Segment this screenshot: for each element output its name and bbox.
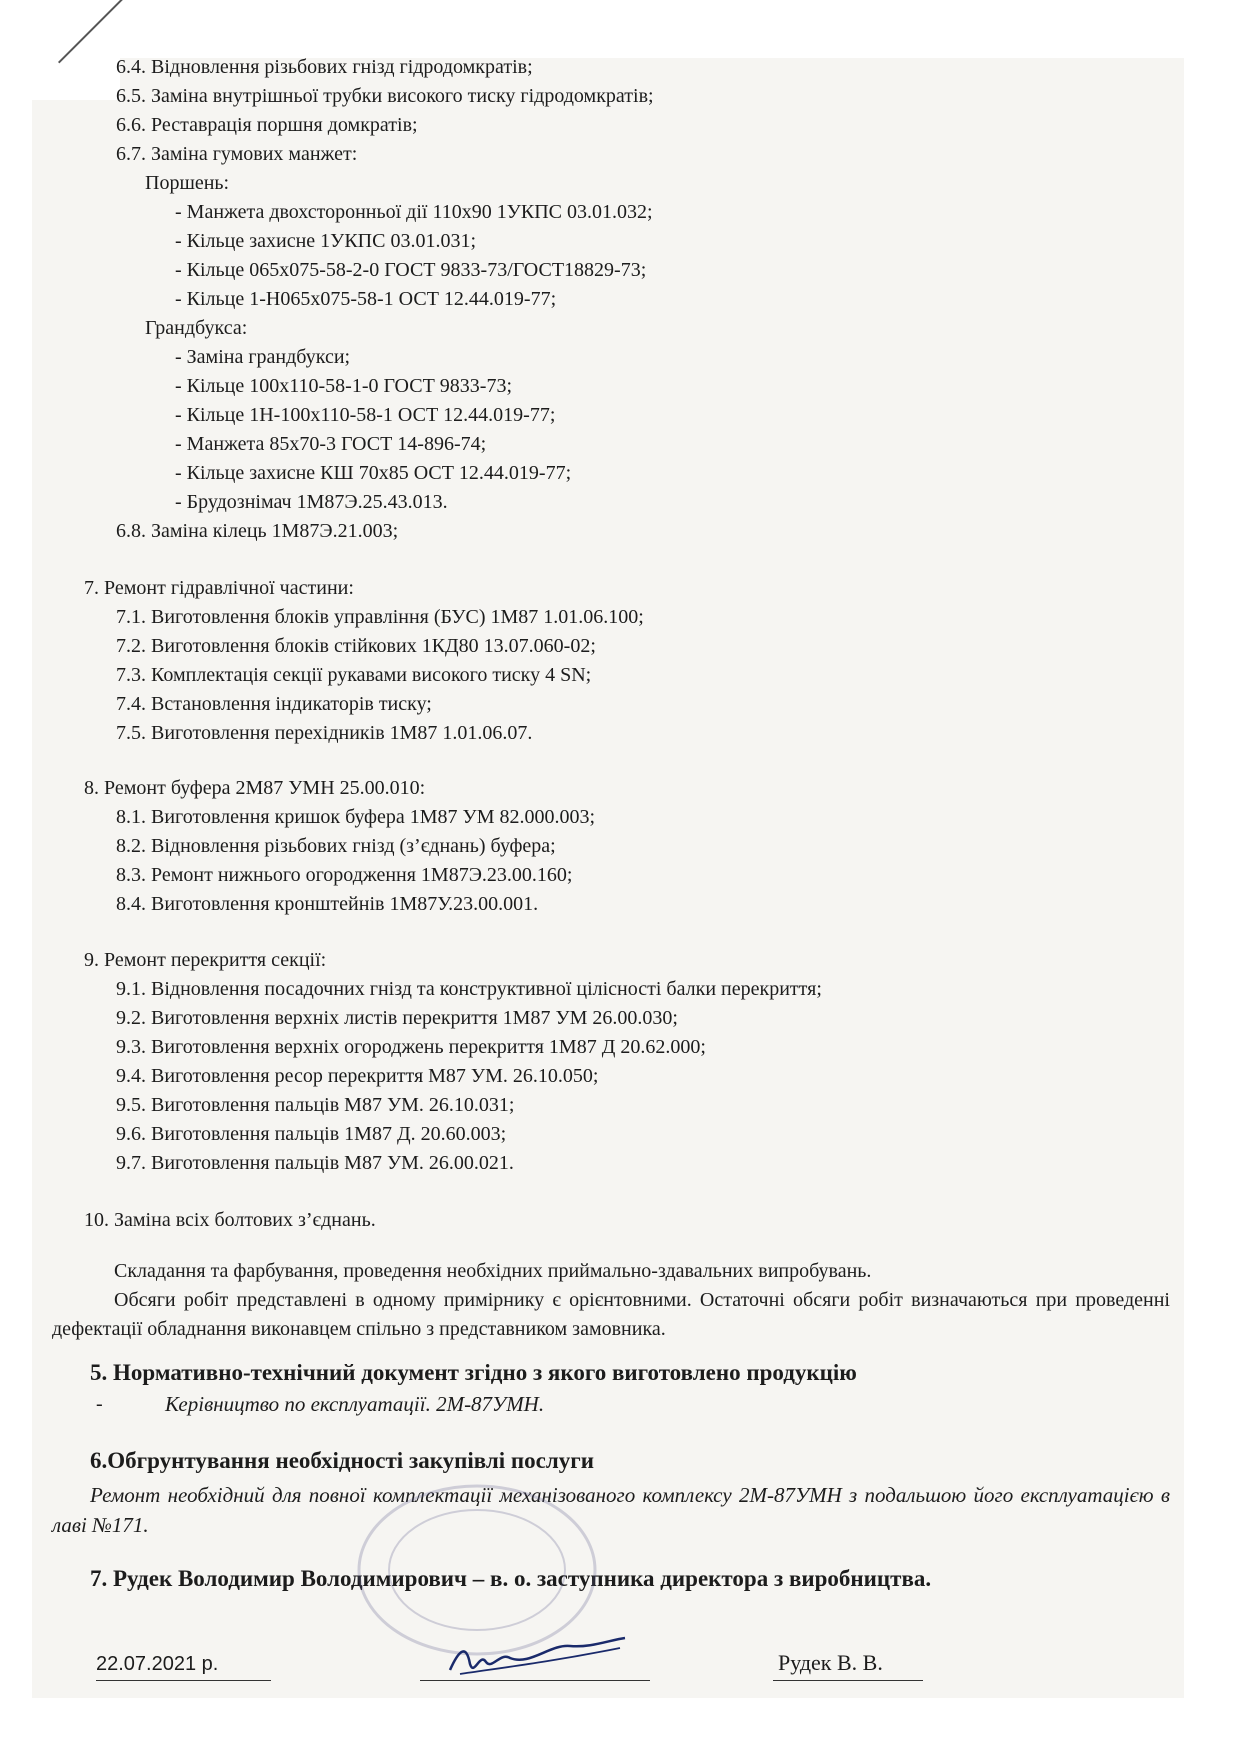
handwritten-signature xyxy=(440,1622,630,1682)
list-item: - Кільце захисне 1УКПС 03.01.031; xyxy=(175,230,477,252)
date-line xyxy=(96,1680,271,1681)
list-item: 9.3. Виготовлення верхніх огороджень перекриття 1М87 Д 20.62.000; xyxy=(116,1036,706,1058)
signer-name: Рудек В. В. xyxy=(778,1650,883,1675)
list-item: 9.2. Виготовлення верхніх листів перекриття 1М87 УМ 26.00.030; xyxy=(116,1007,678,1029)
list-item: - Кільце 1-Н065х075-58-1 ОСТ 12.44.019-77; xyxy=(175,288,557,310)
list-item: 7.2. Виготовлення блоків стійкових 1КД80 13.07.060-02; xyxy=(116,635,596,657)
list-item: 9.6. Виготовлення пальців 1М87 Д. 20.60.003; xyxy=(116,1123,507,1145)
list-item: 6.7. Заміна гумових манжет: xyxy=(116,143,358,165)
list-item: 9.7. Виготовлення пальців М87 УМ. 26.00.021. xyxy=(116,1152,514,1174)
list-item: 7.5. Виготовлення перехідників 1М87 1.01.06.07. xyxy=(116,722,533,744)
page-corner xyxy=(0,0,120,100)
list-item: - Манжета двохсторонньої дії 110х90 1УКПС 03.01.032; xyxy=(175,201,653,223)
list-item: Грандбукса: xyxy=(145,317,248,339)
list-item: 6.4. Відновлення різьбових гнізд гідродомкратів; xyxy=(116,56,533,78)
section-6-body: Ремонт необхідний для повної комплектації механізованого комплексу 2М-87УМН з подальшою його експлуатацією в лаві №171. xyxy=(52,1483,1170,1537)
assembly-paragraph: Складання та фарбування, проведення необхідних приймально-здавальних випробувань. xyxy=(114,1260,872,1282)
section-5-title: 5. Нормативно-технічний документ згідно з якого виготовлено продукцію xyxy=(90,1360,857,1385)
section-5-body: Керівництво по експлуатації. 2М-87УМН. xyxy=(165,1392,545,1416)
list-item: 9.1. Відновлення посадочних гнізд та конструктивної цілісності балки перекриття; xyxy=(116,978,822,1000)
section-5-dash: - xyxy=(96,1393,103,1415)
list-item: 6.6. Реставрація поршня домкратів; xyxy=(116,114,418,136)
list-item: 7.1. Виготовлення блоків управління (БУС) 1М87 1.01.06.100; xyxy=(116,606,644,628)
list-item: Поршень: xyxy=(145,172,230,194)
volumes-paragraph: Обсяги робіт представлені в одному примірнику є орієнтовними. Остаточні обсяги робіт визначаються при проведенні дефектації обладнання виконавцем спільно з представником замовника. xyxy=(52,1289,1170,1340)
list-item: 7.3. Комплектація секції рукавами високого тиску 4 SN; xyxy=(116,664,592,686)
list-item: 7.4. Встановлення індикаторів тиску; xyxy=(116,693,432,715)
signature-line xyxy=(420,1680,650,1681)
list-item: 6.8. Заміна кілець 1М87Э.21.003; xyxy=(116,520,399,542)
signature-date: 22.07.2021 р. xyxy=(96,1653,219,1675)
section-6-title: 6.Обгрунтування необхідності закупівлі послуги xyxy=(90,1448,594,1473)
list-item: 8.4. Виготовлення кронштейнів 1М87У.23.00.001. xyxy=(116,893,539,915)
list-item: 8.2. Відновлення різьбових гнізд (з’єднань) буфера; xyxy=(116,835,556,857)
list-item: 7. Ремонт гідравлічної частини: xyxy=(84,577,354,599)
list-item: - Кільце 065х075-58-2-0 ГОСТ 9833-73/ГОСТ18829-73; xyxy=(175,259,647,281)
list-item: - Заміна грандбукси; xyxy=(175,346,351,368)
list-item: - Кільце захисне КШ 70х85 ОСТ 12.44.019-77; xyxy=(175,462,572,484)
list-item: 6.5. Заміна внутрішньої трубки високого тиску гідродомкратів; xyxy=(116,85,654,107)
list-item: 10. Заміна всіх болтових з’єднань. xyxy=(84,1209,376,1231)
list-item: 9.5. Виготовлення пальців М87 УМ. 26.10.031; xyxy=(116,1094,515,1116)
list-item: - Кільце 1Н-100х110-58-1 ОСТ 12.44.019-77; xyxy=(175,404,556,426)
list-item: 8.1. Виготовлення кришок буфера 1М87 УМ 82.000.003; xyxy=(116,806,596,828)
section-7-title: 7. Рудек Володимир Володимирович – в. о. заступника директора з виробництва. xyxy=(90,1566,932,1591)
list-item: - Кільце 100х110-58-1-0 ГОСТ 9833-73; xyxy=(175,375,513,397)
name-line xyxy=(773,1680,923,1681)
list-item: 8. Ремонт буфера 2М87 УМН 25.00.010: xyxy=(84,777,426,799)
list-item: - Манжета 85х70-3 ГОСТ 14-896-74; xyxy=(175,433,487,455)
list-item: - Брудознімач 1М87Э.25.43.013. xyxy=(175,491,448,513)
list-item: 9. Ремонт перекриття секції: xyxy=(84,949,327,971)
list-item: 9.4. Виготовлення ресор перекриття М87 УМ. 26.10.050; xyxy=(116,1065,599,1087)
list-item: 8.3. Ремонт нижнього огородження 1М87Э.23.00.160; xyxy=(116,864,573,886)
